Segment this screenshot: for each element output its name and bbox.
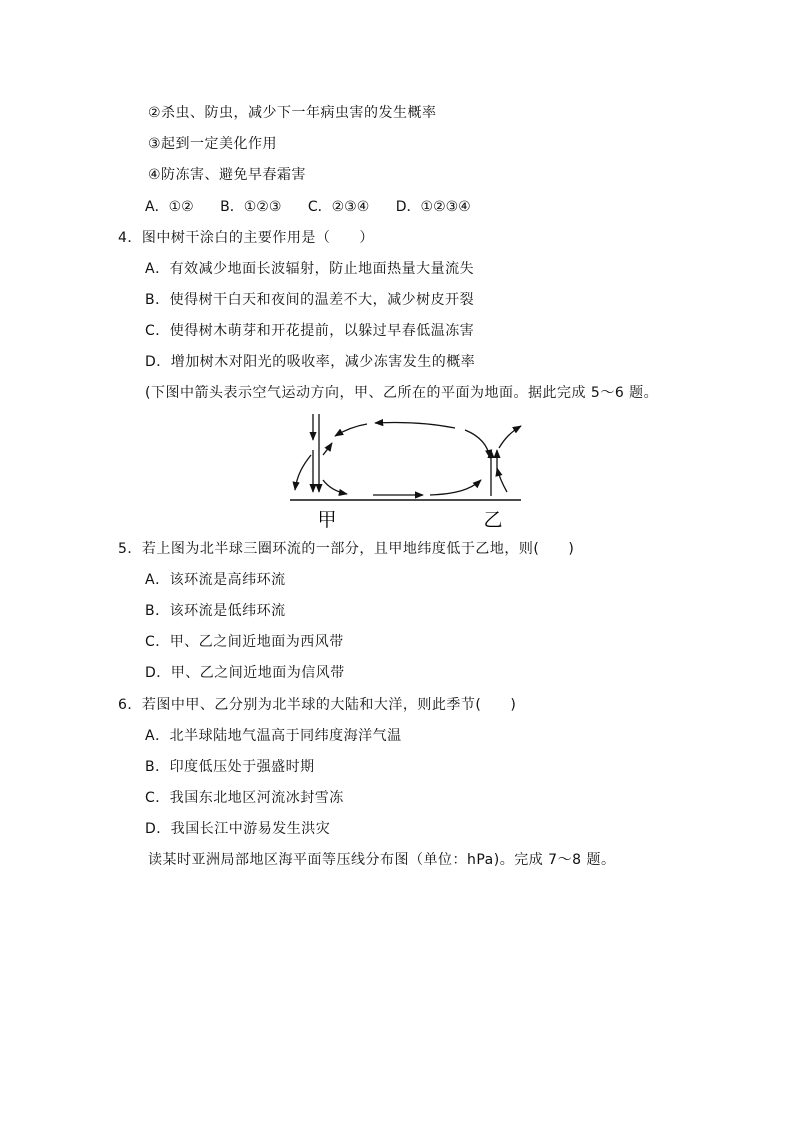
circulation-arrows (295, 414, 521, 496)
q3-choice-a: A．①② (145, 199, 194, 215)
q4-option-c: C．使得树木萌芽和开花提前，以躲过早春低温冻害 (145, 323, 475, 339)
q4-option-b: B．使得树干白天和夜间的温差不大，减少树皮开裂 (145, 292, 475, 308)
q6-option-b: B．印度低压处于强盛时期 (145, 759, 315, 775)
q5-option-c: C．甲、乙之间近地面为西风带 (145, 634, 344, 650)
q5-option-d: D．甲、乙之间近地面为信风带 (145, 665, 345, 681)
lower-left-curve-arrow (323, 480, 347, 494)
upper-flow-arrow-2 (335, 424, 367, 436)
q6-option-d: D．我国长江中游易发生洪灾 (145, 821, 331, 837)
q3-choice-c: C．②③④ (307, 199, 370, 215)
q3-choice-d: D．①②③④ (395, 199, 471, 215)
q5-option-a: A．该环流是高纬环流 (145, 572, 286, 588)
upper-flow-arrow-1 (375, 423, 455, 428)
q6-stem: 6．若图中甲、乙分别为北半球的大陆和大洋，则此季节( ) (118, 697, 517, 713)
q6-option-c: C．我国东北地区河流冰封雪冻 (145, 790, 344, 806)
q3-choice-b: B．①②③ (220, 199, 282, 215)
left-inner-curve-arrow (323, 443, 332, 455)
intro-5-6: (下图中箭头表示空气运动方向，甲、乙所在的平面为地面。据此完成 5～6 题。 (145, 385, 659, 401)
option-2-text: ②杀虫、防虫，减少下一年病虫害的发生概率 (148, 105, 437, 121)
lower-right-curve-arrow (430, 480, 481, 495)
q5-stem: 5．若上图为北半球三圈环流的一部分，且甲地纬度低于乙地，则( ) (118, 541, 575, 557)
right-upper-curve-arrow (465, 430, 490, 458)
q6-option-a: A．北半球陆地气温高于同纬度海洋气温 (145, 728, 402, 744)
option-4-text: ④防冻害、避免早春霜害 (148, 167, 307, 183)
q3-choices (145, 198, 493, 216)
label-jia: 甲 (317, 509, 337, 531)
option-3-text: ③起到一定美化作用 (148, 136, 278, 152)
label-yi: 乙 (483, 509, 503, 531)
q4-option-d: D．增加树木对阳光的吸收率，减少冻害发生的概率 (145, 354, 476, 370)
circulation-diagram (285, 410, 525, 532)
left-spread-arrow (295, 455, 311, 490)
right-spread-arrow (499, 426, 521, 448)
q4-option-a: A．有效减少地面长波辐射，防止地面热量大量流失 (145, 261, 475, 277)
intro-7-8: 读某时亚洲局部地区海平面等压线分布图（单位：hPa)。完成 7～8 题。 (148, 852, 616, 868)
q4-stem: 4．图中树干涂白的主要作用是（ ） (118, 230, 374, 246)
right-inner-curve-arrow (497, 468, 507, 492)
q5-option-b: B．该环流是低纬环流 (145, 603, 286, 619)
